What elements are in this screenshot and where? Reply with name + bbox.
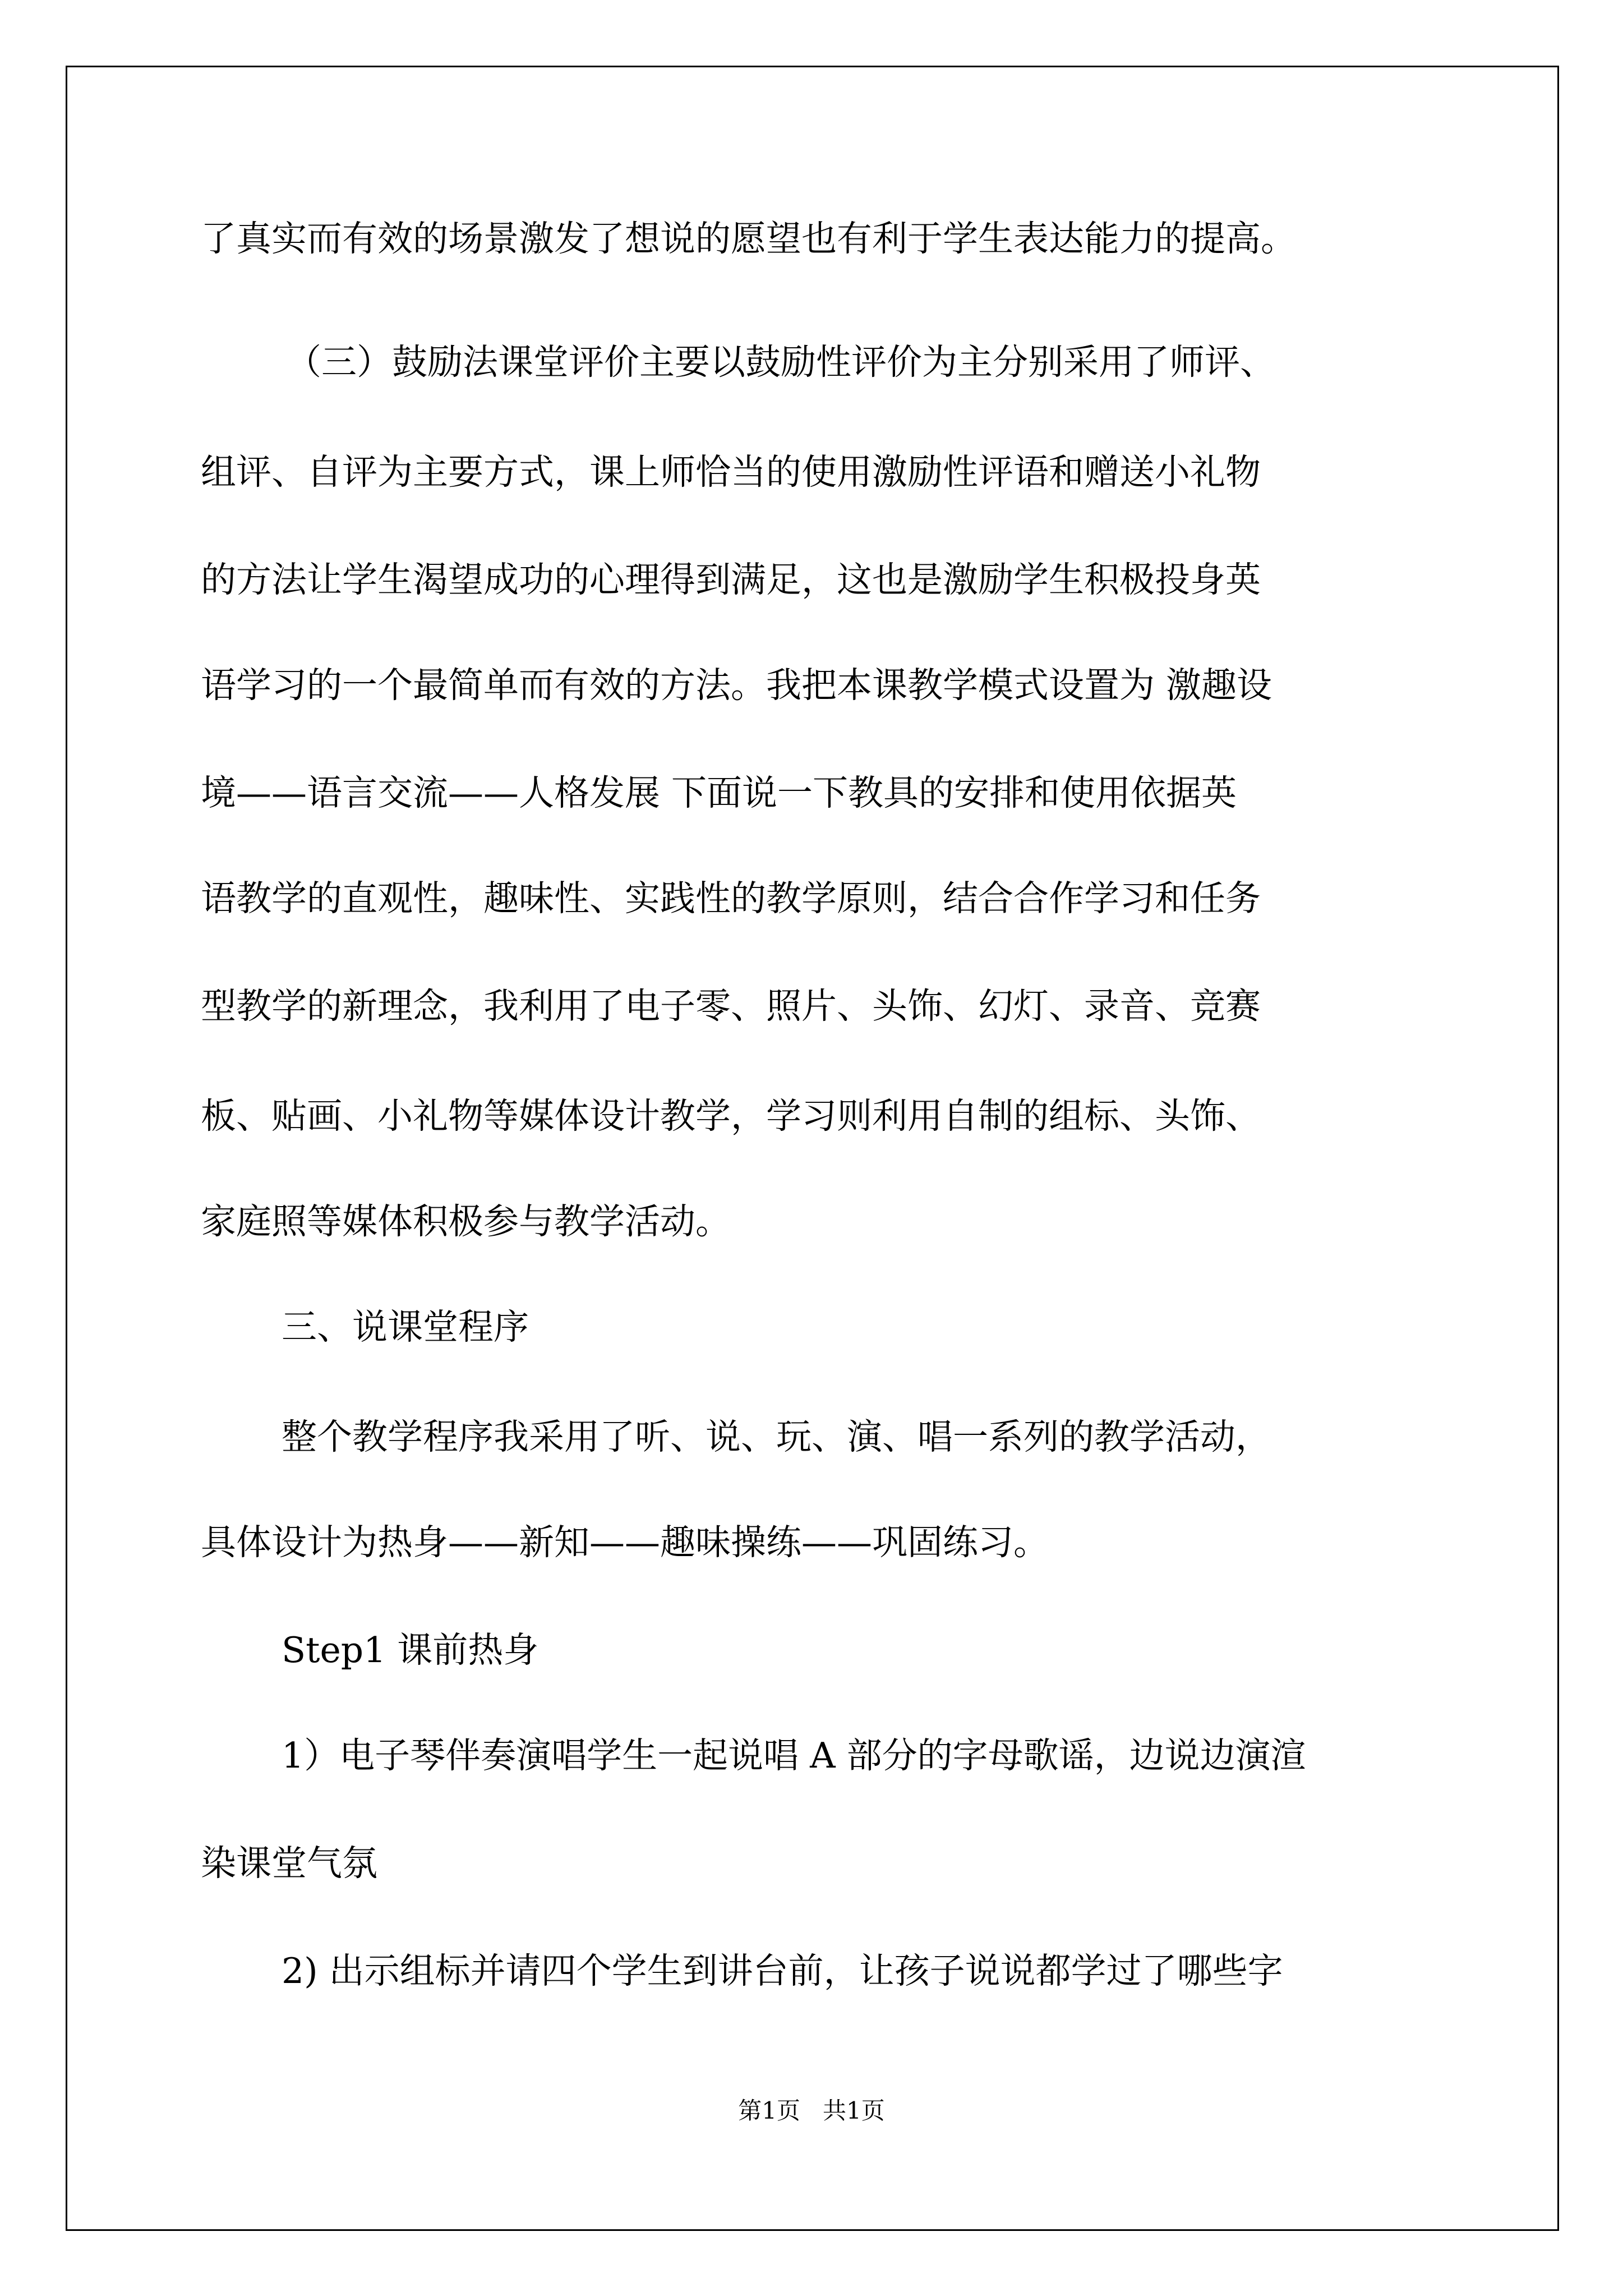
text-line: 了真实而有效的场景激发了想说的愿望也有利于学生表达能力的提高。 xyxy=(201,218,1296,259)
section-heading: 三、说课堂程序 xyxy=(282,1306,529,1347)
step-heading: Step1 课前热身 xyxy=(282,1630,539,1671)
text-line: 的方法让学生渴望成功的心理得到满足，这也是激励学生积极投身英 xyxy=(201,559,1261,600)
text-line: 板、贴画、小礼物等媒体设计教学，学习则利用自制的组标、头饰、 xyxy=(201,1096,1261,1137)
text-line: 组评、自评为主要方式，课上师恰当的使用激励性评语和赠送小礼物 xyxy=(201,452,1261,493)
text-line: 2) 出示组标并请四个学生到讲台前，让孩子说说都学过了哪些字 xyxy=(282,1950,1283,1991)
text-line: （三）鼓励法课堂评价主要以鼓励性评价为主分别采用了师评、 xyxy=(286,342,1275,383)
text-line: 语教学的直观性，趣味性、实践性的教学原则，结合合作学习和任务 xyxy=(201,878,1261,919)
text-line: 整个教学程序我采用了听、说、玩、演、唱一系列的教学活动， xyxy=(282,1416,1271,1457)
text-line: 型教学的新理念，我利用了电子零、照片、头饰、幻灯、录音、竞赛 xyxy=(201,986,1261,1027)
text-line: 1）电子琴伴奏演唱学生一起说唱 A 部分的字母歌谣，边说边演渲 xyxy=(282,1735,1306,1776)
text-line: 境——语言交流——人格发展 下面说一下教具的安排和使用依据英 xyxy=(201,772,1237,813)
page-border xyxy=(66,66,1559,2231)
text-line: 染课堂气氛 xyxy=(201,1843,377,1884)
text-line: 语学习的一个最简单而有效的方法。我把本课教学模式设置为 激趣设 xyxy=(201,665,1272,706)
text-line: 具体设计为热身——新知——趣味操练——巩固练习。 xyxy=(201,1522,1049,1563)
text-line: 家庭照等媒体积极参与教学活动。 xyxy=(201,1201,731,1242)
page-footer: 第1页 共1页 xyxy=(738,2097,885,2124)
